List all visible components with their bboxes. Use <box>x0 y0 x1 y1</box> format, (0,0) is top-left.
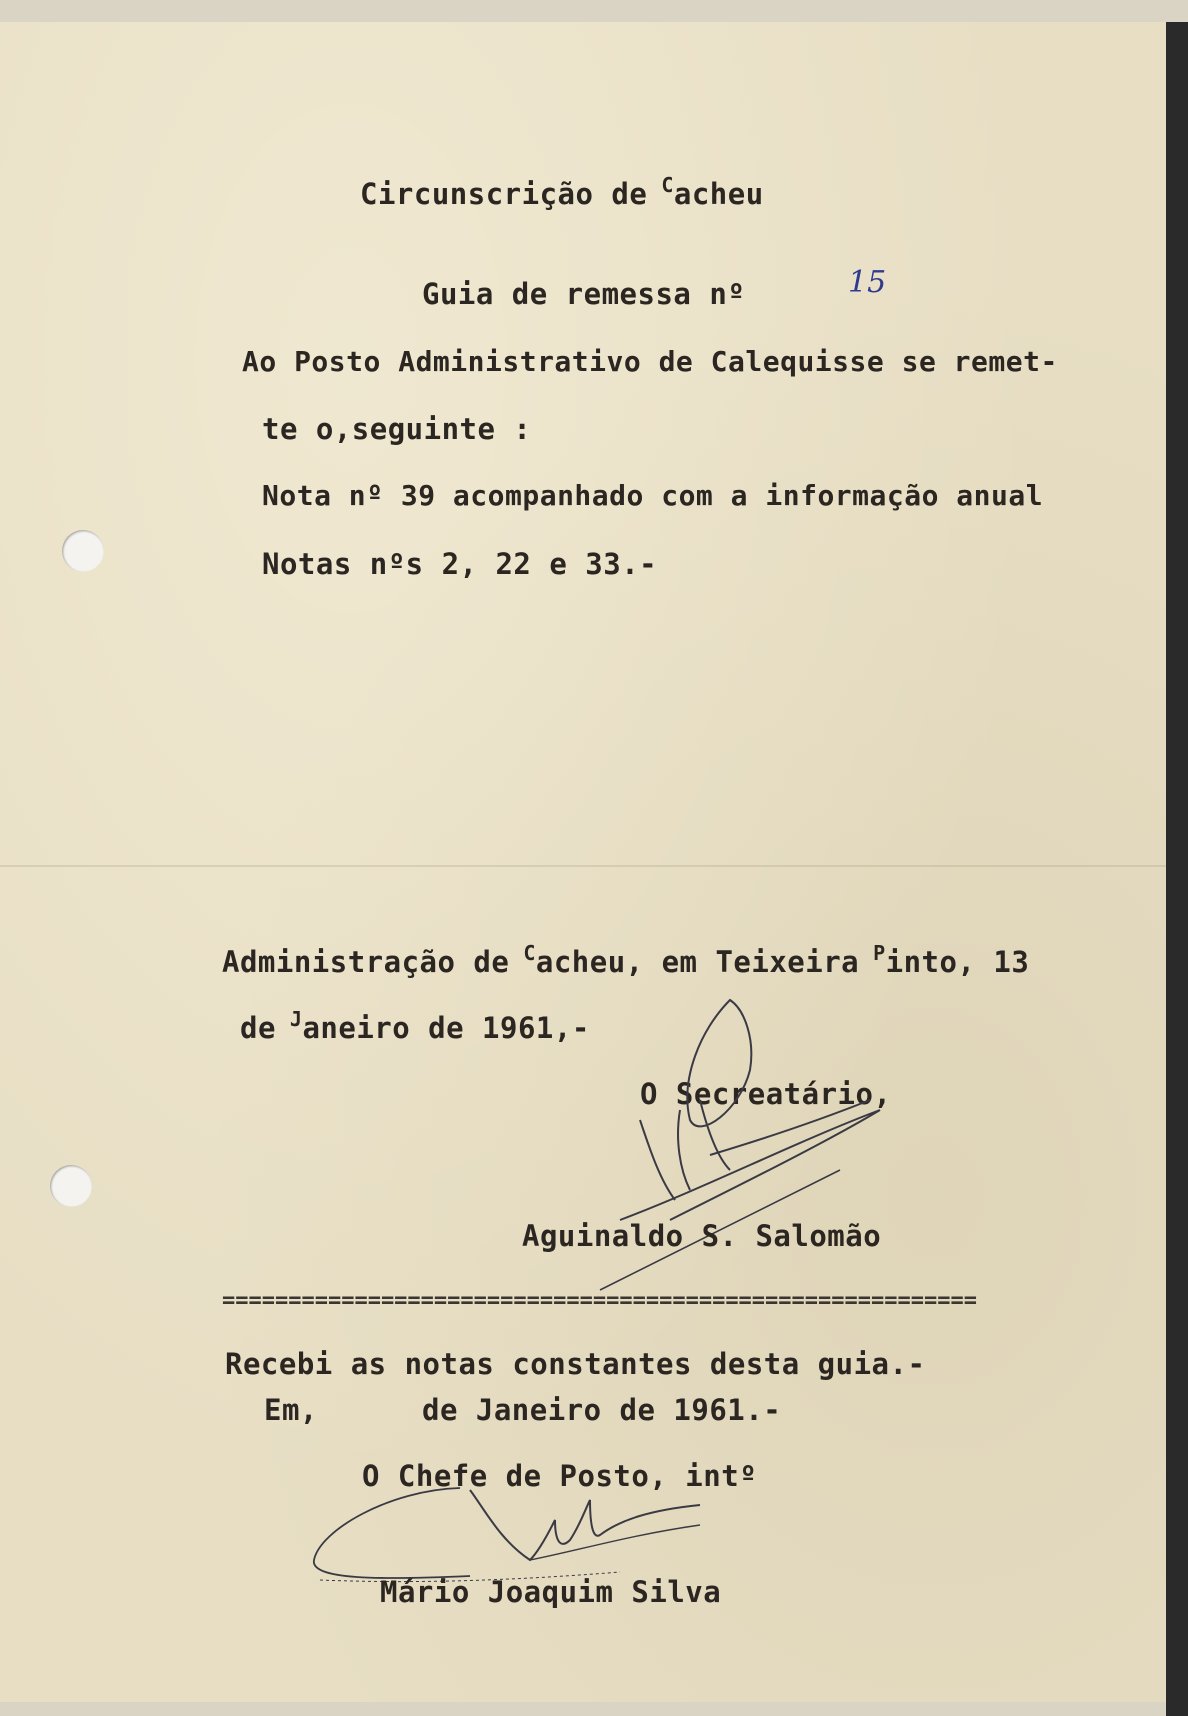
chief-title: O Chefe de Posto, intº <box>362 1459 758 1493</box>
scan-edge <box>1166 22 1188 1716</box>
receipt-em: Em, <box>264 1393 318 1427</box>
closing-line-2-cap: J <box>289 1007 303 1031</box>
title-prefix: Circunscrição de <box>360 177 666 211</box>
closing-line-1 <box>222 941 1030 979</box>
section-divider: ========================================================= <box>222 1294 977 1308</box>
body-line-4: Notas nºs 2, 22 e 33.- <box>262 547 658 581</box>
closing-line-1-b: acheu, em Teixeira <box>535 945 878 979</box>
receipt-date: de Janeiro de 1961.- <box>422 1393 782 1427</box>
punch-hole-top <box>62 530 104 572</box>
secretary-name: Aguinaldo S. Salomão <box>522 1219 882 1253</box>
closing-line-2-a: de <box>240 1011 294 1045</box>
secretary-signature <box>580 990 940 1310</box>
receipt-line-1: Recebi as notas constantes desta guia.- <box>225 1347 926 1381</box>
secretary-title: O Secreatário, <box>640 1077 892 1111</box>
closing-line-2 <box>240 1007 590 1045</box>
document-title <box>360 173 764 211</box>
body-line-1: Ao Posto Administrativo de Calequisse se remet- <box>242 345 1058 378</box>
document-page <box>0 22 1168 1702</box>
paper-fold-line <box>0 865 1168 867</box>
closing-line-1-cap2: P <box>873 941 886 965</box>
guia-number-handwritten: 15 <box>848 265 887 300</box>
punch-hole-bottom <box>50 1165 92 1207</box>
title-rest: acheu <box>673 177 764 211</box>
closing-line-1-a: Administração de <box>222 945 528 979</box>
body-line-2: te o,seguinte : <box>262 412 532 446</box>
body-line-3: Nota nº 39 acompanhado com a informação anual <box>262 479 1044 512</box>
closing-line-1-cap1: C <box>523 941 536 965</box>
guia-label: Guia de remessa nº <box>422 277 746 311</box>
closing-line-1-c: into, 13 <box>885 945 1030 979</box>
closing-line-2-b: aneiro de 1961,- <box>302 1011 590 1045</box>
title-cap: C <box>661 173 674 197</box>
chief-name: Mário Joaquim Silva <box>380 1575 722 1609</box>
